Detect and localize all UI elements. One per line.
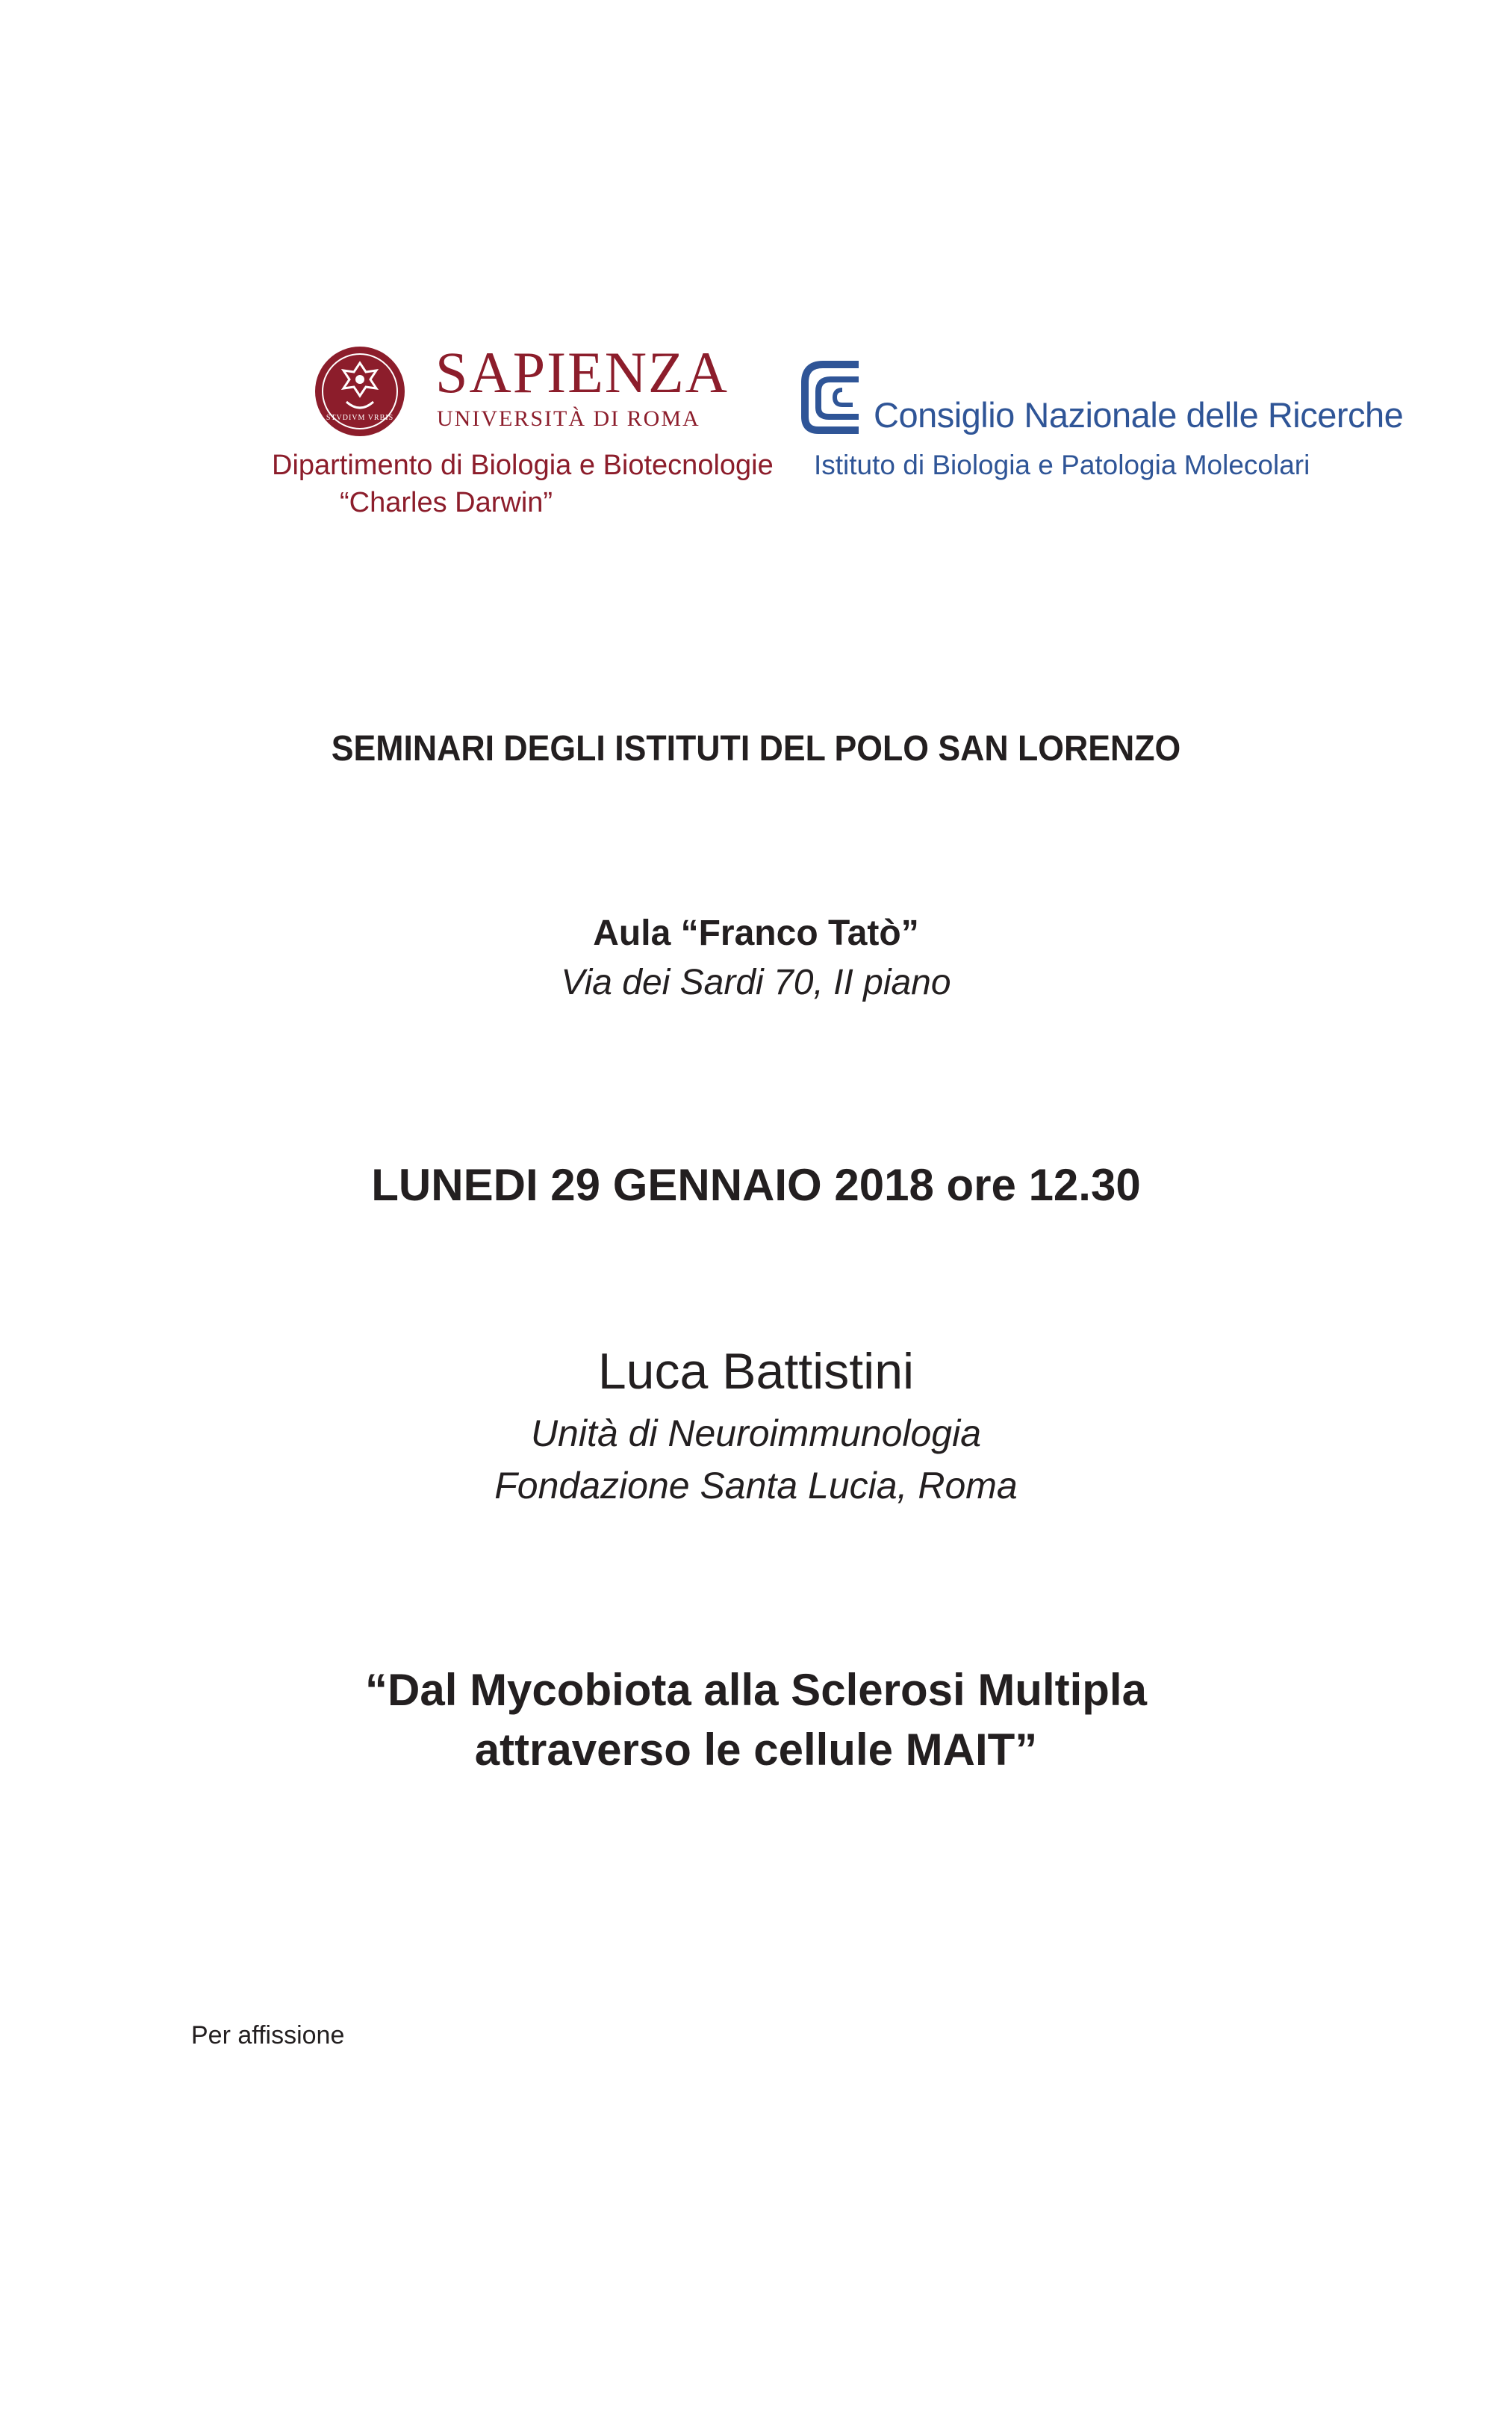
sapienza-subtitle: UNIVERSITÀ DI ROMA: [437, 406, 700, 431]
department-name: Dipartimento di Biologia e Biotecnologie: [272, 450, 774, 481]
sapienza-seal-icon: [314, 342, 407, 447]
event-date-time: LUNEDI 29 GENNAIO 2018 ore 12.30: [371, 1160, 1141, 1210]
venue-address: Via dei Sardi 70, II piano: [561, 963, 951, 1002]
cnr-name: Consiglio Nazionale delle Ricerche: [874, 395, 1404, 435]
footer-note: Per affissione: [191, 2021, 345, 2050]
speaker-name: Luca Battistini: [597, 1343, 915, 1400]
series-title: SEMINARI DEGLI ISTITUTI DEL POLO SAN LORENZO: [331, 729, 1181, 769]
speaker-unit: Unità di Neuroimmunologia: [530, 1412, 982, 1454]
cnr-institute: Istituto di Biologia e Patologia Molecolari: [814, 450, 1310, 480]
talk-title-line-2: attraverso le cellule MAIT”: [474, 1725, 1038, 1775]
talk-title-line-1: “Dal Mycobiota alla Sclerosi Multipla: [365, 1665, 1147, 1715]
department-dedication: “Charles Darwin”: [340, 487, 553, 518]
sapienza-wordmark: SAPIENZA: [435, 340, 729, 405]
speaker-institution: Fondazione Santa Lucia, Roma: [494, 1465, 1018, 1507]
cnr-logo-icon: [800, 360, 862, 435]
seal-motto: STVDIVM VRBIS: [326, 414, 394, 422]
venue-name: Aula “Franco Tatò”: [593, 913, 919, 953]
